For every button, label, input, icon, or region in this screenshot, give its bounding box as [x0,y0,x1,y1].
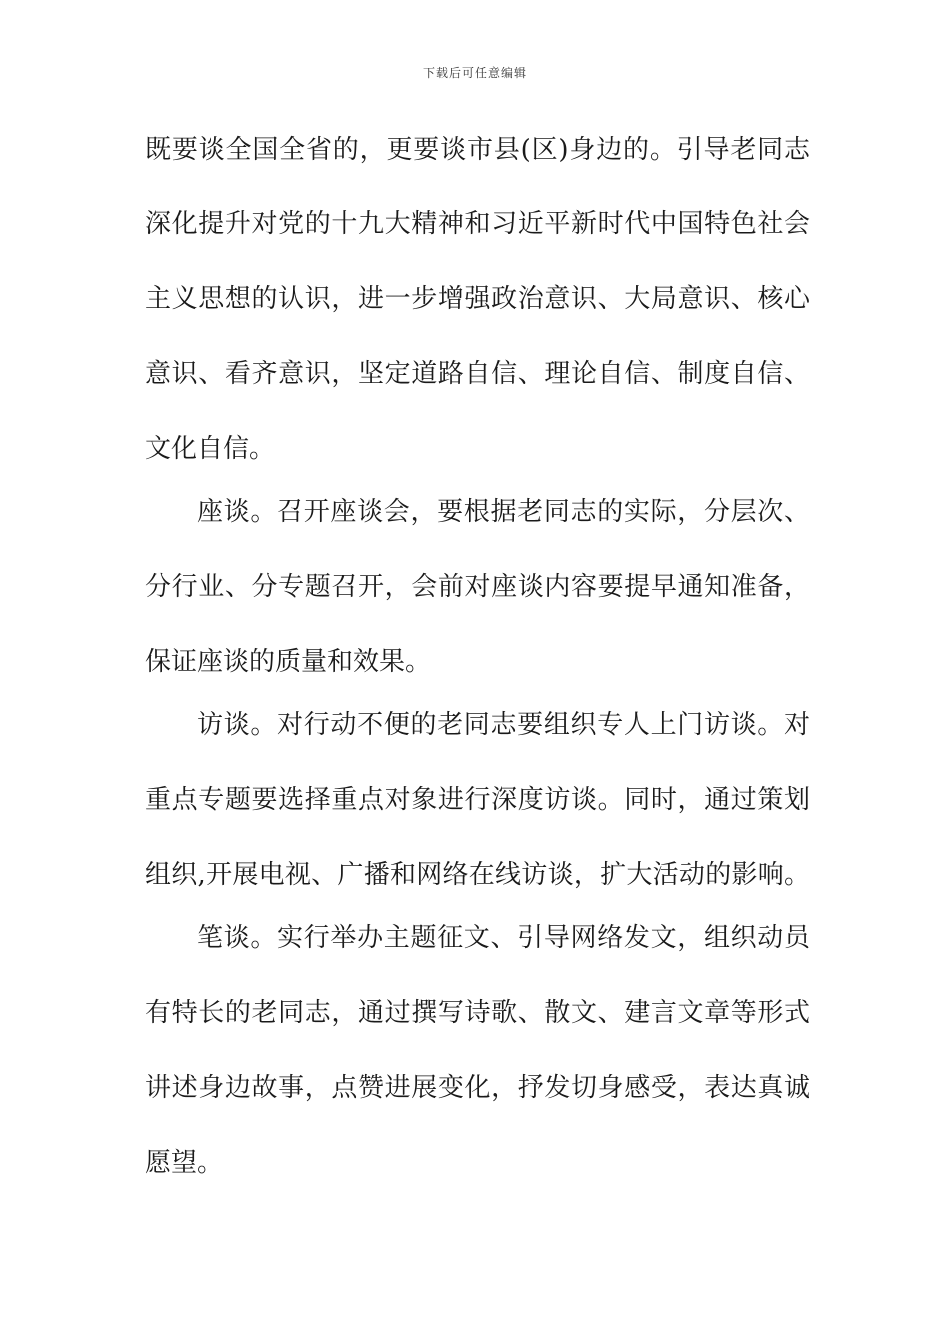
text-line: 意识、看齐意识，坚定道路自信、理论自信、制度自信、 [145,359,810,389]
text-line: 组织,开展电视、广播和网络在线访谈，扩大活动的影响。 [145,860,810,890]
text-line: 重点专题要选择重点对象进行深度访谈。同时，通过策划 [145,785,810,815]
text-line: 文化自信。 [145,434,276,464]
text-line: 愿望。 [145,1148,224,1178]
text-line: 深化提升对党的十九大精神和习近平新时代中国特色社会 [145,209,810,239]
page-header-note: 下载后可任意编辑 [422,66,527,80]
text-line: 讲述身边故事，点赞进展变化，抒发切身感受，表达真诚 [145,1073,810,1103]
paragraph-start-line: 座谈。召开座谈会，要根据老同志的实际，分层次、 [197,497,810,527]
text-line: 分行业、分专题召开，会前对座谈内容要提早通知准备， [145,572,810,602]
text-line: 保证座谈的质量和效果。 [145,647,432,677]
text-line: 主义思想的认识，进一步增强政治意识、大局意识、核心 [145,284,810,314]
text-line: 有特长的老同志，通过撰写诗歌、散文、建言文章等形式 [145,998,810,1028]
text-line: 既要谈全国全省的，更要谈市县(区)身边的。引导老同志 [145,135,810,165]
paragraph-start-line: 笔谈。实行举办主题征文、引导网络发文，组织动员 [197,923,810,953]
paragraph-start-line: 访谈。对行动不便的老同志要组织专人上门访谈。对 [197,710,810,740]
